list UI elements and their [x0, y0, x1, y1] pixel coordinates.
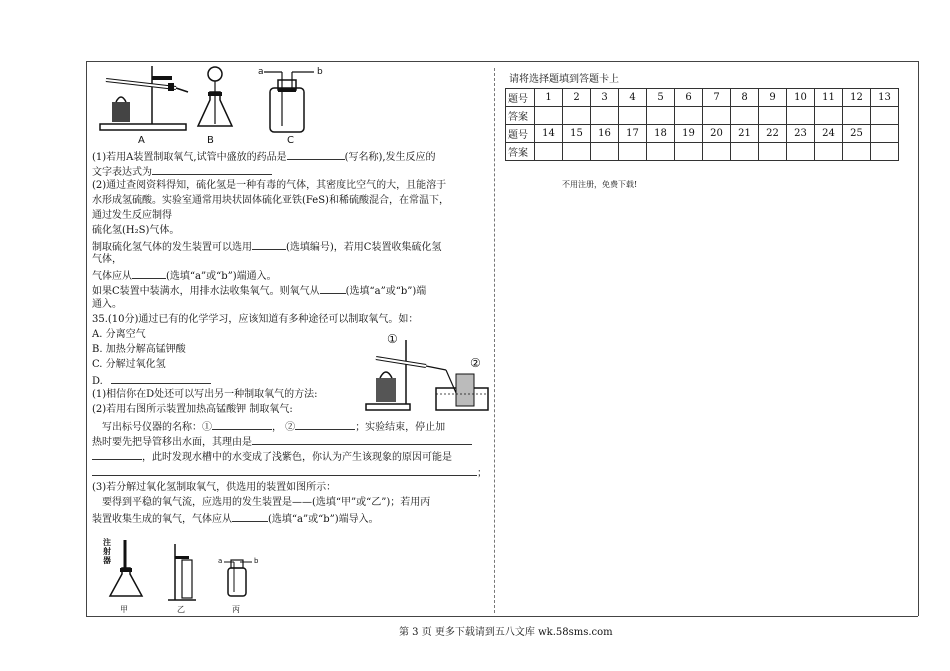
- syringe-label: 注射器: [103, 538, 111, 565]
- question-number: 1: [535, 89, 563, 107]
- q35-option-d: [92, 374, 211, 388]
- q35-purple-line: [92, 450, 452, 464]
- row-label-answer: 答案: [506, 107, 535, 125]
- q35-sub2: (2)若用右图所示装置加热高锰酸钾 制取氧气:: [92, 404, 293, 415]
- answer-cell[interactable]: [619, 143, 647, 161]
- answer-card-instruction: 请将选择题填到答题卡上: [509, 74, 619, 85]
- question-number: 10: [787, 89, 815, 107]
- answer-cell[interactable]: [871, 143, 899, 161]
- q35-instrument-line: [102, 420, 445, 434]
- answer-cell[interactable]: [815, 143, 843, 161]
- figure-label-a: A: [138, 135, 145, 146]
- answer-blank[interactable]: [252, 240, 286, 250]
- question-number: 17: [619, 125, 647, 143]
- answer-cell[interactable]: [871, 107, 899, 125]
- answer-cell[interactable]: [843, 143, 871, 161]
- q35-cause-end: ；: [477, 468, 487, 479]
- q34-part2-line1: (2)通过查阅资料得知，硫化氢是一种有毒的气体，其密度比空气的大，且能溶于: [92, 180, 447, 191]
- question-number: 6: [675, 89, 703, 107]
- question-number: 14: [535, 125, 563, 143]
- answer-blank[interactable]: [320, 284, 346, 294]
- figure-label-bing: 丙: [232, 605, 240, 614]
- figure-bing-port-a: a: [218, 557, 223, 565]
- question-number: [871, 125, 899, 143]
- question-number: 2: [563, 89, 591, 107]
- q34-part2-line8: [92, 284, 426, 298]
- q34-part2-line7: [92, 269, 277, 283]
- question-number: 8: [731, 89, 759, 107]
- answer-cell[interactable]: [731, 143, 759, 161]
- answer-cell[interactable]: [535, 143, 563, 161]
- question-number: 4: [619, 89, 647, 107]
- q34-expression-text: 文字表达式为: [92, 167, 152, 178]
- question-number: 7: [703, 89, 731, 107]
- row-label-answer: 答案: [506, 143, 535, 161]
- q35-purple-text: ，此时发现水槽中的水变成了浅紫色，你认为产生该现象的原因可能是: [142, 452, 452, 463]
- row-label-number: 题号: [506, 89, 535, 107]
- q35-collect-text-b: (选填“a”或“b”)端导入。: [268, 514, 379, 525]
- answer-cell[interactable]: [843, 107, 871, 125]
- q34-part1-line: [92, 150, 436, 164]
- q34-water-text-b: (选填“a”或“b”)端: [345, 286, 427, 297]
- q34-part2-line2: 水形成氢硫酸。实验室通常用块状固体硫化亚铁(FeS)和稀硫酸混合，在常温下，: [92, 195, 449, 206]
- q35-option-d-text: D.: [92, 376, 103, 387]
- answer-blank[interactable]: [232, 512, 268, 522]
- question-number: 25: [843, 125, 871, 143]
- answer-cell[interactable]: [703, 143, 731, 161]
- answer-cell[interactable]: [647, 143, 675, 161]
- table-row: [506, 89, 899, 107]
- answer-blank[interactable]: [132, 269, 166, 279]
- q35-collect-text: 装置收集生成的氧气，气体应从: [92, 514, 232, 525]
- q34-part1-text-b: (写名称),发生反应的: [344, 152, 436, 163]
- answer-cell[interactable]: [591, 107, 619, 125]
- q35-collect-line: [92, 512, 379, 526]
- q35-steady-line: 要得到平稳的氧气流，应选用的发生装置是——(选填“甲”或“乙”)；若用丙: [102, 497, 431, 508]
- answer-cell[interactable]: [815, 107, 843, 125]
- figure-label-jia: 甲: [120, 605, 128, 614]
- answer-cell[interactable]: [535, 107, 563, 125]
- answer-cell[interactable]: [759, 107, 787, 125]
- answer-cell[interactable]: [591, 143, 619, 161]
- answer-blank[interactable]: [212, 420, 272, 430]
- question-number: 20: [703, 125, 731, 143]
- q35-sub1: (1)相信你在D处还可以写出另一种制取氧气的方法:: [92, 389, 318, 400]
- page-border-left: [86, 61, 87, 616]
- answer-blank[interactable]: [287, 150, 345, 160]
- q34-device-text: 制取硫化氢气体的发生装置可以选用: [92, 242, 252, 253]
- q35-option-a: A. 分离空气: [92, 329, 146, 340]
- answer-cell[interactable]: [731, 107, 759, 125]
- answer-cell[interactable]: [703, 107, 731, 125]
- q35-instrument-text-a: 写出标号仪器的名称：①: [102, 422, 212, 433]
- figure-label-b: B: [207, 135, 214, 146]
- answer-cell[interactable]: [647, 107, 675, 125]
- q34-part1-text: (1)若用A装置制取氧气,试管中盛放的药品是: [92, 152, 287, 163]
- question-number: 19: [675, 125, 703, 143]
- q34-water-text: 如果C装置中装满水，用排水法收集氧气。则氧气从: [92, 286, 320, 297]
- answer-cell[interactable]: [563, 143, 591, 161]
- instrument-mark-1: ①: [387, 332, 398, 346]
- answer-blank[interactable]: [92, 450, 142, 460]
- answer-cell[interactable]: [787, 107, 815, 125]
- question-number: 13: [871, 89, 899, 107]
- answer-blank[interactable]: [252, 435, 472, 445]
- free-download-note: 不用注册，免费下载!: [562, 180, 638, 189]
- question-number: 15: [563, 125, 591, 143]
- question-number: 22: [759, 125, 787, 143]
- question-number: 5: [647, 89, 675, 107]
- column-divider: [494, 68, 495, 613]
- page-border-right: [918, 61, 919, 616]
- question-number: 23: [787, 125, 815, 143]
- row-label-number: 题号: [506, 125, 535, 143]
- q34-part2-line6: 气体，: [92, 254, 122, 265]
- answer-cell[interactable]: [619, 107, 647, 125]
- figure-c-port-b: b: [317, 67, 323, 77]
- q35-option-b: B. 加热分解高锰钾酸: [92, 344, 186, 355]
- answer-cell[interactable]: [675, 143, 703, 161]
- h2o2-apparatus-figure: [100, 538, 260, 608]
- q35-instrument-text-c: ；实验结束，停止加: [355, 422, 446, 433]
- answer-blank[interactable]: [295, 420, 355, 430]
- page-footer: 第 3 页 更多下载请到五八文库 wk.58sms.com: [399, 627, 613, 638]
- answer-cell[interactable]: [787, 143, 815, 161]
- answer-blank[interactable]: [92, 466, 477, 476]
- q35-sub3: (3)若分解过氧化氢制取氧气，供选用的装置如图所示：: [92, 482, 337, 493]
- answer-cell[interactable]: [563, 107, 591, 125]
- q35-cause-line: [92, 466, 487, 480]
- kmno4-apparatus-figure: [360, 332, 492, 414]
- q34-device-text-b: (选填编号)，若用C装置收集硫化氢: [286, 242, 442, 253]
- question-number: 24: [815, 125, 843, 143]
- figure-c-port-a: a: [258, 67, 264, 77]
- q35-reason-text: 热时要先把导管移出水面，其理由是: [92, 437, 252, 448]
- q35-reason-line: [92, 435, 472, 449]
- table-row: [506, 125, 899, 143]
- answer-cell[interactable]: [675, 107, 703, 125]
- q35-option-c: C. 分解过氧化氢: [92, 359, 166, 370]
- q34-gas-text: 气体应从: [92, 271, 132, 282]
- q35-instrument-text-b: ， ②: [272, 422, 296, 433]
- q34-part2-line3: 通过发生反应制得: [92, 210, 172, 221]
- q34-expression-line: [92, 165, 272, 179]
- q34-gas-text-b: (选填“a”或“b”)端通入。: [166, 271, 277, 282]
- figure-label-yi: 乙: [177, 605, 185, 614]
- answer-blank[interactable]: [111, 374, 211, 384]
- figure-bing-port-b: b: [254, 557, 259, 565]
- question-number: 18: [647, 125, 675, 143]
- answer-blank[interactable]: [152, 165, 272, 175]
- answer-card-table: [505, 88, 899, 161]
- instrument-mark-2: ②: [470, 356, 481, 370]
- q34-part2-line4: 硫化氢(H₂S)气体。: [92, 225, 180, 236]
- q34-part2-line9: 通入。: [92, 299, 122, 310]
- question-number: 16: [591, 125, 619, 143]
- question-number: 21: [731, 125, 759, 143]
- figure-label-c: C: [287, 135, 294, 146]
- page-border-bottom: [86, 616, 918, 617]
- question-number: 3: [591, 89, 619, 107]
- answer-cell[interactable]: [759, 143, 787, 161]
- question-number: 11: [815, 89, 843, 107]
- table-row: [506, 143, 899, 161]
- question-number: 12: [843, 89, 871, 107]
- table-row: [506, 107, 899, 125]
- q35-title: 35.(10分)通过已有的化学学习，应该知道有多种途径可以制取氧气。如：: [92, 314, 419, 325]
- q34-part2-line5: [92, 240, 441, 254]
- question-number: 9: [759, 89, 787, 107]
